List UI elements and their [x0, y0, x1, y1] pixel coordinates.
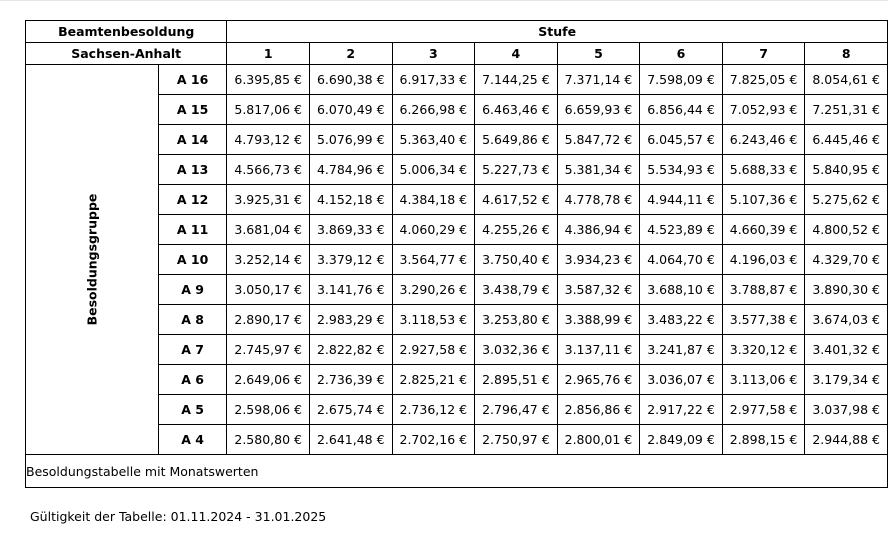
salary-value-cell: 7.371,14 €: [557, 65, 640, 95]
pay-grade-cell: A 13: [158, 155, 227, 185]
side-label-cell: [26, 65, 159, 455]
pay-grade-cell: A 14: [158, 125, 227, 155]
salary-value-cell: 5.076,99 €: [309, 125, 392, 155]
salary-value-cell: 7.825,05 €: [722, 65, 805, 95]
salary-value-cell: 3.050,17 €: [227, 275, 310, 305]
salary-value-cell: 3.113,06 €: [722, 365, 805, 395]
salary-value-cell: 3.118,53 €: [392, 305, 475, 335]
footer-row: [26, 455, 888, 488]
validity-note: Gültigkeit der Tabelle: 01.11.2024 - 31.01.2025: [30, 509, 327, 524]
salary-value-cell: 7.144,25 €: [475, 65, 558, 95]
salary-value-cell: 3.750,40 €: [475, 245, 558, 275]
salary-value-cell: 5.275,62 €: [805, 185, 888, 215]
salary-value-cell: 3.036,07 €: [640, 365, 723, 395]
salary-value-cell: 3.137,11 €: [557, 335, 640, 365]
salary-value-cell: 4.196,03 €: [722, 245, 805, 275]
salary-value-cell: 5.006,34 €: [392, 155, 475, 185]
salary-value-cell: 2.825,21 €: [392, 365, 475, 395]
table-row: [26, 65, 888, 95]
salary-value-cell: 6.045,57 €: [640, 125, 723, 155]
salary-value-cell: 3.252,14 €: [227, 245, 310, 275]
salary-value-cell: 2.822,82 €: [309, 335, 392, 365]
salary-value-cell: 3.483,22 €: [640, 305, 723, 335]
salary-value-cell: 2.849,09 €: [640, 425, 723, 455]
pay-grade-cell: A 5: [158, 395, 227, 425]
besoldungsgruppe-label: Besoldungsgruppe: [84, 193, 100, 326]
stufe-column-header: 8: [805, 43, 888, 65]
salary-value-cell: 3.564,77 €: [392, 245, 475, 275]
salary-value-cell: 4.778,78 €: [557, 185, 640, 215]
pay-grade-cell: A 6: [158, 365, 227, 395]
salary-value-cell: 8.054,61 €: [805, 65, 888, 95]
salary-value-cell: 4.523,89 €: [640, 215, 723, 245]
pay-grade-cell: A 7: [158, 335, 227, 365]
stufe-column-header: 7: [722, 43, 805, 65]
salary-value-cell: 5.107,36 €: [722, 185, 805, 215]
salary-value-cell: 3.681,04 €: [227, 215, 310, 245]
salary-value-cell: 4.386,94 €: [557, 215, 640, 245]
pay-grade-cell: A 8: [158, 305, 227, 335]
salary-value-cell: 2.944,88 €: [805, 425, 888, 455]
table-title-line-1: Beamtenbesoldung: [26, 21, 227, 43]
salary-value-cell: 5.381,34 €: [557, 155, 640, 185]
salary-value-cell: 2.856,86 €: [557, 395, 640, 425]
salary-value-cell: 4.064,70 €: [640, 245, 723, 275]
salary-value-cell: 3.379,12 €: [309, 245, 392, 275]
stufe-column-header: 6: [640, 43, 723, 65]
salary-value-cell: 5.847,72 €: [557, 125, 640, 155]
salary-value-cell: 2.641,48 €: [309, 425, 392, 455]
salary-value-cell: 5.688,33 €: [722, 155, 805, 185]
salary-table: [25, 20, 888, 488]
salary-value-cell: 4.384,18 €: [392, 185, 475, 215]
pay-grade-cell: A 12: [158, 185, 227, 215]
salary-value-cell: 4.617,52 €: [475, 185, 558, 215]
salary-value-cell: 2.649,06 €: [227, 365, 310, 395]
salary-value-cell: 4.152,18 €: [309, 185, 392, 215]
salary-value-cell: 2.736,12 €: [392, 395, 475, 425]
stufe-column-header: 5: [557, 43, 640, 65]
salary-value-cell: 2.598,06 €: [227, 395, 310, 425]
salary-value-cell: 2.736,39 €: [309, 365, 392, 395]
salary-value-cell: 5.227,73 €: [475, 155, 558, 185]
salary-value-cell: 2.750,97 €: [475, 425, 558, 455]
salary-value-cell: 3.032,36 €: [475, 335, 558, 365]
salary-value-cell: 4.793,12 €: [227, 125, 310, 155]
salary-value-cell: 3.388,99 €: [557, 305, 640, 335]
salary-value-cell: 6.659,93 €: [557, 95, 640, 125]
stufe-column-header: 2: [309, 43, 392, 65]
pay-grade-cell: A 10: [158, 245, 227, 275]
salary-value-cell: 3.253,80 €: [475, 305, 558, 335]
salary-value-cell: 4.784,96 €: [309, 155, 392, 185]
salary-value-cell: 3.320,12 €: [722, 335, 805, 365]
salary-value-cell: 5.534,93 €: [640, 155, 723, 185]
salary-value-cell: 2.895,51 €: [475, 365, 558, 395]
salary-value-cell: 4.255,26 €: [475, 215, 558, 245]
salary-value-cell: 2.983,29 €: [309, 305, 392, 335]
stufe-column-header: 1: [227, 43, 310, 65]
salary-value-cell: 2.965,76 €: [557, 365, 640, 395]
salary-value-cell: 7.052,93 €: [722, 95, 805, 125]
salary-value-cell: 5.649,86 €: [475, 125, 558, 155]
salary-value-cell: 3.037,98 €: [805, 395, 888, 425]
pay-grade-cell: A 15: [158, 95, 227, 125]
salary-value-cell: 3.674,03 €: [805, 305, 888, 335]
salary-value-cell: 7.251,31 €: [805, 95, 888, 125]
salary-value-cell: 6.463,46 €: [475, 95, 558, 125]
salary-value-cell: 6.917,33 €: [392, 65, 475, 95]
salary-value-cell: 4.944,11 €: [640, 185, 723, 215]
salary-value-cell: 2.745,97 €: [227, 335, 310, 365]
salary-value-cell: 3.438,79 €: [475, 275, 558, 305]
salary-value-cell: 3.925,31 €: [227, 185, 310, 215]
salary-value-cell: 6.690,38 €: [309, 65, 392, 95]
salary-value-cell: 6.395,85 €: [227, 65, 310, 95]
salary-value-cell: 5.817,06 €: [227, 95, 310, 125]
salary-value-cell: 3.890,30 €: [805, 275, 888, 305]
salary-value-cell: 2.977,58 €: [722, 395, 805, 425]
salary-value-cell: 3.869,33 €: [309, 215, 392, 245]
salary-value-cell: 2.702,16 €: [392, 425, 475, 455]
pay-grade-cell: A 16: [158, 65, 227, 95]
salary-value-cell: 6.445,46 €: [805, 125, 888, 155]
salary-value-cell: 3.587,32 €: [557, 275, 640, 305]
salary-value-cell: 2.890,17 €: [227, 305, 310, 335]
salary-value-cell: 4.329,70 €: [805, 245, 888, 275]
salary-value-cell: 2.800,01 €: [557, 425, 640, 455]
pay-grade-cell: A 9: [158, 275, 227, 305]
header-row-1: [26, 21, 888, 43]
salary-value-cell: 4.800,52 €: [805, 215, 888, 245]
stufe-column-header: 3: [392, 43, 475, 65]
salary-value-cell: 2.796,47 €: [475, 395, 558, 425]
salary-value-cell: 3.179,34 €: [805, 365, 888, 395]
header-row-2: [26, 43, 888, 65]
salary-value-cell: 2.917,22 €: [640, 395, 723, 425]
salary-value-cell: 3.290,26 €: [392, 275, 475, 305]
salary-value-cell: 6.070,49 €: [309, 95, 392, 125]
salary-value-cell: 2.675,74 €: [309, 395, 392, 425]
stufe-header: Stufe: [227, 21, 888, 43]
stufe-column-header: 4: [475, 43, 558, 65]
salary-value-cell: 4.060,29 €: [392, 215, 475, 245]
salary-value-cell: 3.401,32 €: [805, 335, 888, 365]
salary-value-cell: 5.363,40 €: [392, 125, 475, 155]
salary-value-cell: 2.898,15 €: [722, 425, 805, 455]
salary-value-cell: 3.241,87 €: [640, 335, 723, 365]
salary-value-cell: 5.840,95 €: [805, 155, 888, 185]
table-footer-note: Besoldungstabelle mit Monatswerten: [26, 455, 888, 488]
salary-value-cell: 3.934,23 €: [557, 245, 640, 275]
salary-value-cell: 3.577,38 €: [722, 305, 805, 335]
table-title-line-2: Sachsen-Anhalt: [26, 43, 227, 65]
salary-value-cell: 4.660,39 €: [722, 215, 805, 245]
salary-value-cell: 6.856,44 €: [640, 95, 723, 125]
salary-value-cell: 4.566,73 €: [227, 155, 310, 185]
salary-value-cell: 2.927,58 €: [392, 335, 475, 365]
pay-grade-cell: A 11: [158, 215, 227, 245]
salary-value-cell: 3.141,76 €: [309, 275, 392, 305]
salary-value-cell: 2.580,80 €: [227, 425, 310, 455]
top-divider: [0, 0, 888, 1]
salary-value-cell: 6.243,46 €: [722, 125, 805, 155]
salary-value-cell: 3.688,10 €: [640, 275, 723, 305]
salary-value-cell: 6.266,98 €: [392, 95, 475, 125]
pay-grade-cell: A 4: [158, 425, 227, 455]
salary-value-cell: 3.788,87 €: [722, 275, 805, 305]
salary-value-cell: 7.598,09 €: [640, 65, 723, 95]
